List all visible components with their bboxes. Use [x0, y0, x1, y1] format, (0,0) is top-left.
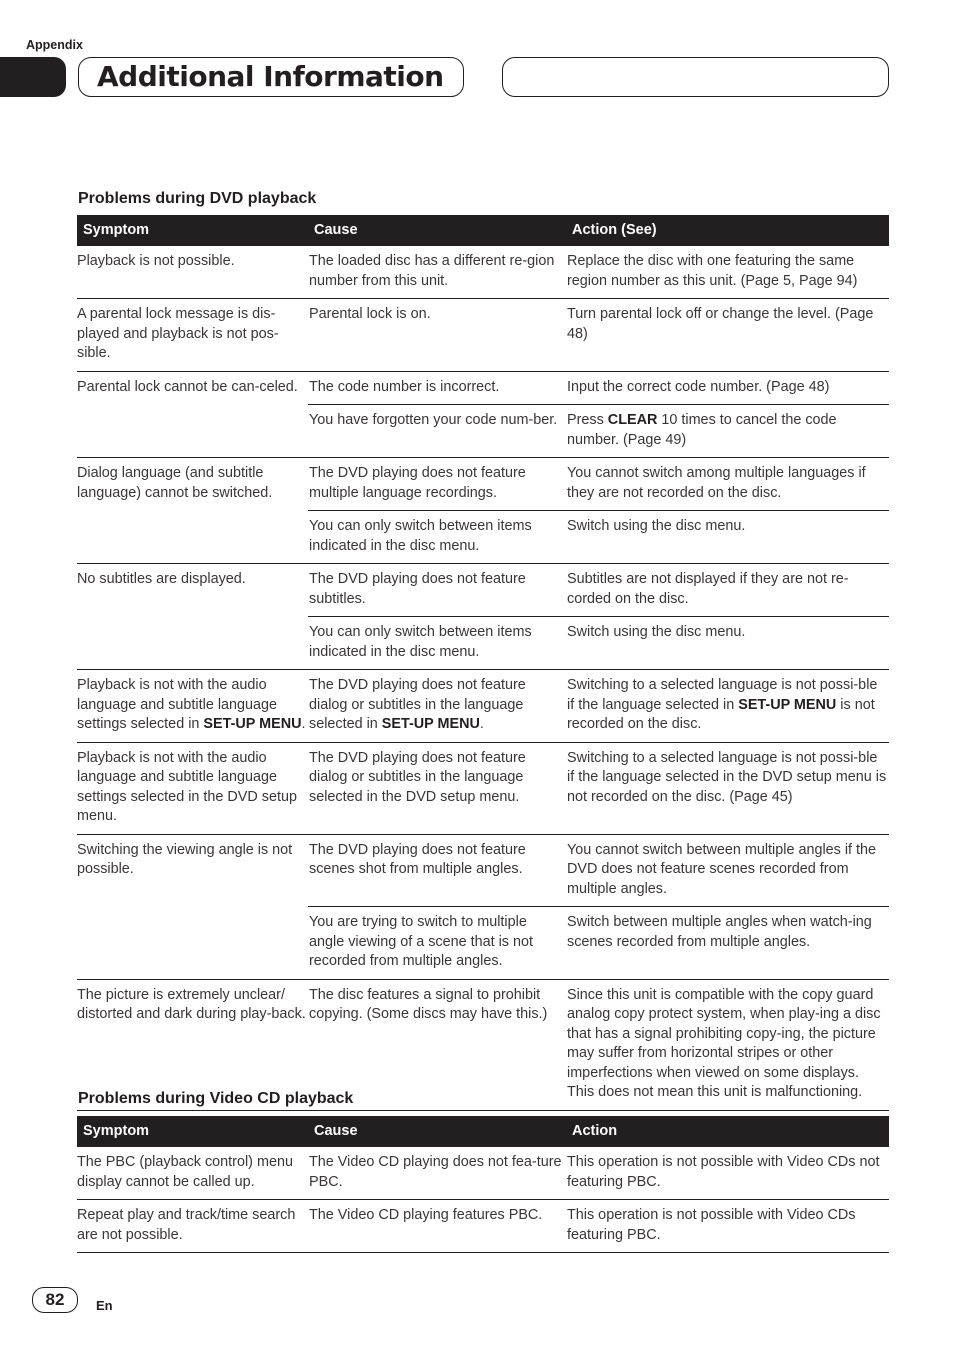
empty-header-box [502, 57, 889, 97]
action-cell [566, 405, 889, 458]
page-title: Additional Information [97, 60, 444, 93]
page-number: 82 [32, 1287, 78, 1313]
action-text: Press [567, 412, 608, 428]
action-cell: Turn parental lock off or change the level. (Page 48) [566, 299, 889, 372]
table-row [77, 564, 889, 617]
action-cell: Switch using the disc menu. [566, 617, 889, 670]
symptom-cell [77, 670, 308, 743]
action-cell: You cannot switch between multiple angles if the DVD does not feature scenes recorded from multiple angles. [566, 834, 889, 907]
cause-cell: You have forgotten your code num-ber. [308, 405, 566, 458]
cause-cell: The Video CD playing features PBC. [308, 1200, 566, 1253]
cause-cell: The Video CD playing does not fea-ture PBC. [308, 1147, 566, 1200]
table-row [77, 1200, 889, 1253]
symptom-cell: A parental lock message is dis-played and playback is not pos-sible. [77, 299, 308, 372]
symptom-text: Playback is not with the audio language and subtitle language settings selected in [77, 677, 278, 732]
vcd-section-title: Problems during Video CD playback [78, 1090, 354, 1107]
table-row [77, 834, 889, 907]
action-cell: Subtitles are not displayed if they are not re-corded on the disc. [566, 564, 889, 617]
section-tab-marker [0, 57, 66, 97]
column-header-action: Action [566, 1116, 889, 1147]
dvd-section-title: Problems during DVD playback [78, 190, 317, 207]
action-cell: You cannot switch among multiple languages if they are not recorded on the disc. [566, 458, 889, 511]
action-cell: Switch using the disc menu. [566, 511, 889, 564]
symptom-cell: The picture is extremely unclear/ distorted and dark during play-back. [77, 979, 308, 1110]
cause-cell: The disc features a signal to prohibit copying. (Some discs may have this.) [308, 979, 566, 1110]
language-code: En [96, 1298, 113, 1313]
table-row [77, 1147, 889, 1200]
cause-cell: The DVD playing does not feature multiple language recordings. [308, 458, 566, 511]
cause-cell: Parental lock is on. [308, 299, 566, 372]
symptom-cell: Repeat play and track/time search are not possible. [77, 1200, 308, 1253]
column-header-cause: Cause [308, 1116, 566, 1147]
table-row [77, 371, 889, 405]
cause-cell: The code number is incorrect. [308, 371, 566, 405]
action-cell [566, 670, 889, 743]
action-cell: This operation is not possible with Video CDs not featuring PBC. [566, 1147, 889, 1200]
table-header-row [77, 1116, 889, 1147]
column-header-symptom: Symptom [77, 215, 308, 246]
action-cell: Since this unit is compatible with the copy guard analog copy protect system, when play-ing a disc that has a signal prohibiting copy-ing, the picture may suffer from horizontal stripes or other imperfections when viewed on some displays. This does not mean this unit is malfunctioning. [566, 979, 889, 1110]
table-row [77, 299, 889, 372]
dvd-troubleshooting-table [77, 215, 889, 1111]
action-text: Switching to a selected language is not possi-ble if the language selected in [567, 677, 878, 713]
action-text: is not recorded on the disc. [567, 696, 875, 732]
table-row [77, 458, 889, 511]
action-cell: Switching to a selected language is not possi-ble if the language selected in the DVD setup menu is not recorded on the disc. (Page 45) [566, 742, 889, 834]
cause-cell: You can only switch between items indicated in the disc menu. [308, 617, 566, 670]
action-cell: This operation is not possible with Video CDs featuring PBC. [566, 1200, 889, 1253]
cause-cell: The loaded disc has a different re-gion number from this unit. [308, 246, 566, 299]
cause-cell [308, 670, 566, 743]
action-text: 10 times to cancel the code number. (Page 49) [567, 412, 837, 448]
setup-menu-label: SET-UP MENU [381, 716, 480, 732]
symptom-cell: Playback is not with the audio language and subtitle language settings selected in the DVD setup menu. [77, 742, 308, 834]
column-header-symptom: Symptom [77, 1116, 308, 1147]
table-row [77, 742, 889, 834]
table-row [77, 670, 889, 743]
symptom-cell: Switching the viewing angle is not possible. [77, 834, 308, 979]
clear-key-label: CLEAR [607, 412, 658, 428]
symptom-text: . [301, 716, 306, 732]
cause-text: The DVD playing does not feature dialog or subtitles in the language selected in [309, 677, 526, 732]
section-label: Appendix [26, 38, 83, 52]
cause-cell: The DVD playing does not feature dialog or subtitles in the language selected in the DVD setup menu. [308, 742, 566, 834]
table-header-row [77, 215, 889, 246]
symptom-cell: No subtitles are displayed. [77, 564, 308, 670]
cause-cell: You are trying to switch to multiple angle viewing of a scene that is not recorded from multiple angles. [308, 907, 566, 980]
cause-cell: The DVD playing does not feature subtitles. [308, 564, 566, 617]
symptom-cell: Playback is not possible. [77, 246, 308, 299]
column-header-cause: Cause [308, 215, 566, 246]
action-cell: Input the correct code number. (Page 48) [566, 371, 889, 405]
table-row [77, 246, 889, 299]
action-cell: Replace the disc with one featuring the same region number as this unit. (Page 5, Page 94) [566, 246, 889, 299]
action-cell: Switch between multiple angles when watch-ing scenes recorded from multiple angles. [566, 907, 889, 980]
symptom-cell: Parental lock cannot be can-celed. [77, 371, 308, 458]
symptom-cell: The PBC (playback control) menu display cannot be called up. [77, 1147, 308, 1200]
cause-cell: The DVD playing does not feature scenes shot from multiple angles. [308, 834, 566, 907]
symptom-cell: Dialog language (and subtitle language) cannot be switched. [77, 458, 308, 564]
title-box [78, 57, 464, 97]
setup-menu-label: SET-UP MENU [738, 696, 837, 713]
cause-cell: You can only switch between items indicated in the disc menu. [308, 511, 566, 564]
setup-menu-label: SET-UP MENU [203, 716, 302, 732]
vcd-troubleshooting-table [77, 1116, 889, 1253]
cause-text: . [479, 716, 484, 732]
column-header-action: Action (See) [566, 215, 889, 246]
